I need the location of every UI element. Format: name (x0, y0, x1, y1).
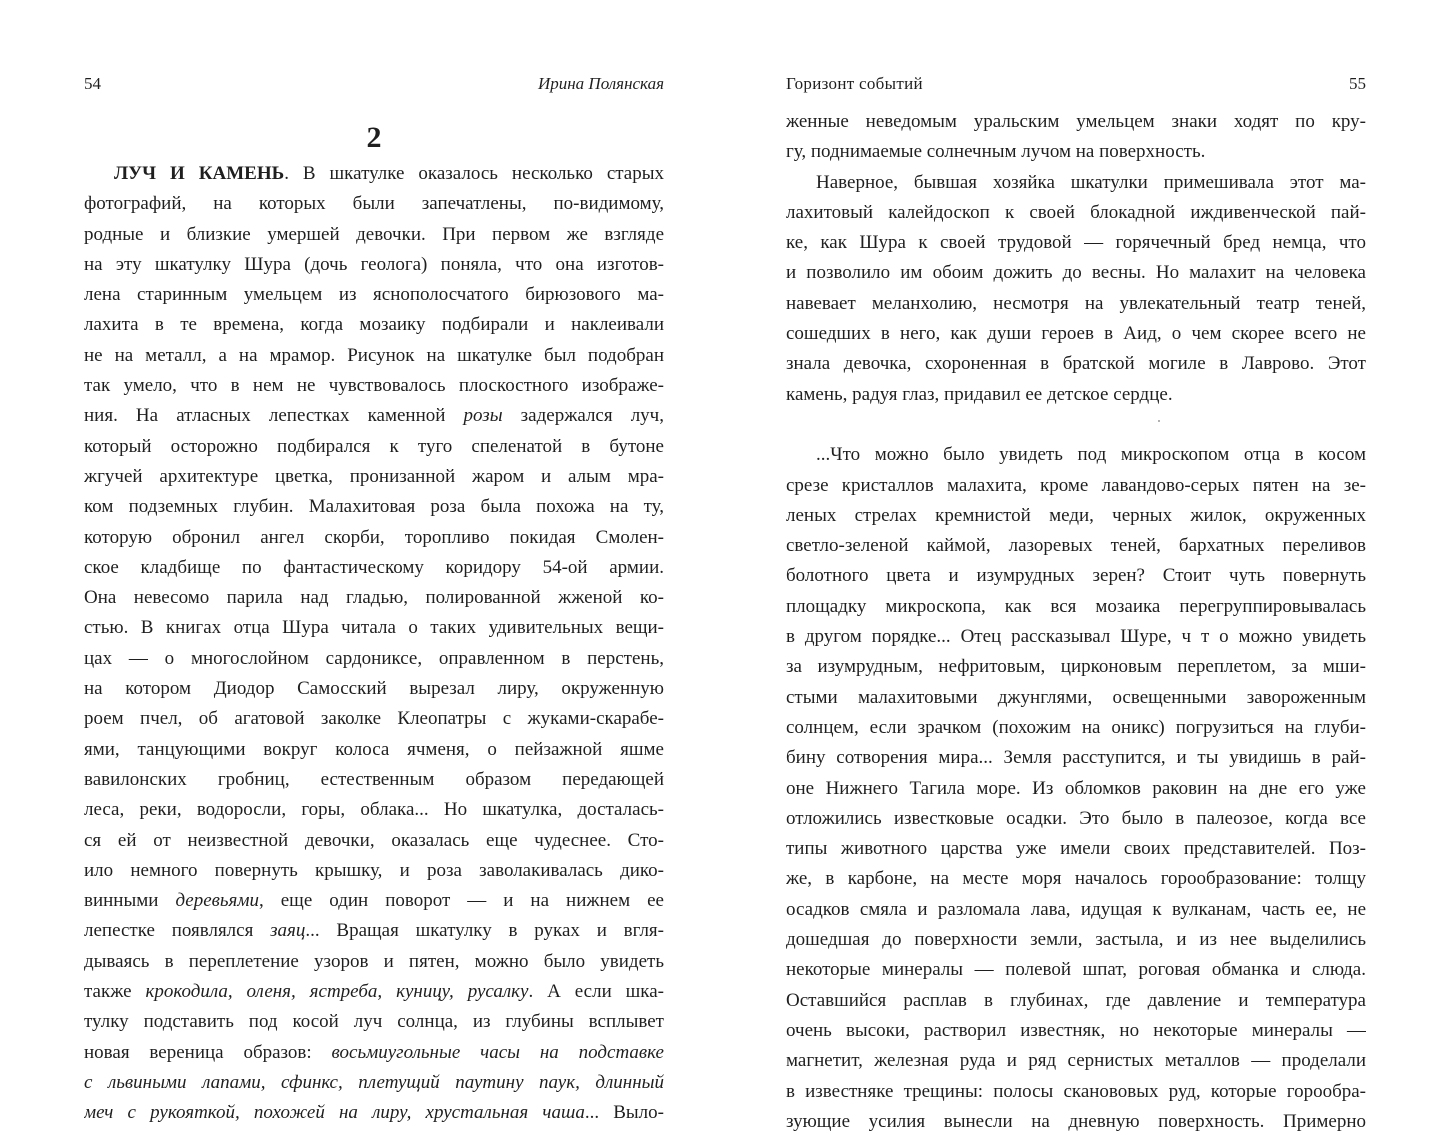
italic-text: заяц (270, 920, 306, 942)
text-run: вавилонских гробниц, естественным образом передающей (84, 768, 664, 790)
text-line (786, 986, 1366, 1016)
text-run: задержался луч, (502, 405, 664, 427)
italic-text: меч с рукояткой, похожей на лиру, хрустальная чаша (84, 1102, 585, 1124)
text-run: можно увидеть (1228, 626, 1366, 648)
text-run: лена старинным умельцем из яснополосчатого бирюзового ма- (84, 284, 664, 306)
text-run: в другом порядке... Отец рассказывал Шуре, (786, 626, 1182, 648)
text-run: камень, радуя глаз, придавил ее детское сердце. (786, 383, 1173, 405)
text-run: зующие усилия вынесли на дневную поверхность. Примерно (786, 1110, 1366, 1132)
text-line (84, 523, 664, 553)
text-run: же, в карбоне, на месте моря началось горообразование: толщу (786, 868, 1366, 890)
text-line (786, 198, 1366, 228)
text-run: светло-зеленой каймой, лазоревых теней, бархатных переливов (786, 535, 1366, 557)
running-head-right (786, 72, 1366, 96)
left-body-text (84, 159, 664, 1129)
text-run: ское кладбище по фантастическому коридору 54-ой армии. (84, 556, 664, 578)
text-run: бину сотворения мира... Земля расступится, и ты увидишь в рай- (786, 747, 1366, 769)
right-body-text (786, 107, 1366, 1137)
text-run: ... Вращая шкатулку в руках и вгля- (305, 920, 664, 942)
text-line (84, 826, 664, 856)
text-line (786, 955, 1366, 985)
text-line (84, 644, 664, 674)
text-line (84, 977, 664, 1007)
running-head-book-title: Горизонт событий (786, 74, 923, 93)
section-lead: ЛУЧ И КАМЕНЬ (114, 163, 285, 184)
text-run: фотографий, на которых были запечатлены, по-видимому, (84, 193, 664, 215)
text-run: ...Что можно было увидеть под микроскопом отца в косом (816, 444, 1366, 466)
text-run: срезе кристаллов малахита, кроме лавандово-серых пятен на зе- (786, 474, 1366, 496)
text-line (84, 674, 664, 704)
text-line (786, 168, 1366, 198)
text-line (786, 652, 1366, 682)
text-run: лахитовый калейдоскоп к своей блокадной иждивенческой пай- (786, 201, 1366, 223)
text-run: . А если шка- (528, 981, 664, 1003)
text-run: тулку подставить под косой луч солнца, из глубины всплывет (84, 1011, 664, 1033)
text-run: леса, реки, водоросли, горы, облака... Но шкатулка, досталась- (84, 799, 664, 821)
text-run: типы животного царства уже имели своих представителей. Поз- (786, 838, 1366, 860)
text-run: ке, как Шура к своей трудовой — горячечный бред немца, что (786, 232, 1366, 254)
text-run: винными (84, 890, 176, 912)
text-run: ком подземных глубин. Малахитовая роза была похожа на ту, (84, 496, 664, 518)
text-run: площадку микроскопа, как вся мозаика перегруппировывалась (786, 595, 1366, 617)
text-line (786, 1077, 1366, 1107)
text-run: Она невесомо парила над гладью, полированной жженой ко- (84, 587, 664, 609)
text-line (786, 440, 1366, 470)
text-line (84, 1098, 664, 1128)
text-run: знала девочка, схороненная в братской могиле в Лаврово. Этот (786, 353, 1366, 375)
text-line (84, 371, 664, 401)
text-line (84, 159, 664, 189)
text-run: ся ей от неизвестной девочки, оказалась еще чудеснее. Сто- (84, 829, 664, 851)
text-run: дошедшая до поверхности земли, застыла, и из нее выделились (786, 929, 1366, 951)
text-run: который осторожно подбирался к туго спеленатой в бутоне (84, 435, 664, 457)
left-page (84, 0, 664, 1124)
text-line (84, 886, 664, 916)
text-run: стью. В книгах отца Шура читала о таких удивительных вещи- (84, 617, 664, 639)
text-line (84, 432, 664, 462)
text-run: на котором Диодор Самосский вырезал лиру, окруженную (84, 678, 664, 700)
spaced-text: ч т о (1181, 626, 1229, 648)
text-line (786, 561, 1366, 591)
text-run: которую обронил ангел скорби, торопливо покидая Смолен- (84, 526, 664, 548)
text-run: также (84, 981, 146, 1003)
text-line (786, 683, 1366, 713)
text-run: и позволило им обоим дожить до весны. Но малахит на человека (786, 262, 1366, 284)
text-run: осадков смяла и разломала лава, идущая к вулканам, часть ее, не (786, 898, 1366, 920)
text-run: болотного цвета и изумрудных зерен? Стоит чуть повернуть (786, 565, 1366, 587)
text-run: Наверное, бывшая хозяйка шкатулки примешивала этот ма- (816, 171, 1366, 193)
text-run: , еще один поворот — и на нижнем ее (259, 890, 664, 912)
text-run: родные и близкие умершей девочки. При первом же взгляде (84, 223, 664, 245)
text-run: отложились известковые осадки. Это было в палеозое, когда все (786, 807, 1366, 829)
text-run: жгучей архитектуре цветка, пронизанной жаром и алым мра- (84, 465, 664, 487)
text-run: на эту шкатулку Шура (дочь геолога) поняла, что она изготов- (84, 253, 664, 275)
text-line (786, 1016, 1366, 1046)
text-line (786, 834, 1366, 864)
text-line (84, 462, 664, 492)
text-line (786, 228, 1366, 258)
text-line (786, 774, 1366, 804)
text-run: женные неведомым уральским умельцем знаки ходят по кру- (786, 111, 1366, 132)
text-line (84, 280, 664, 310)
text-run: оне Нижнего Тагила море. Из обломков раковин на дне его уже (786, 777, 1366, 799)
text-run: дываясь в переплетение узоров и пятен, можно было увидеть (84, 950, 664, 972)
italic-text: восьмиугольные часы на подставке (331, 1041, 664, 1063)
text-line (786, 501, 1366, 531)
text-line (84, 492, 664, 522)
text-run: сошедших в него, как души героев в Аид, о чем скорее всего не (786, 323, 1366, 345)
text-line (84, 553, 664, 583)
text-line (84, 220, 664, 250)
italic-text: розы (463, 405, 503, 427)
text-line (84, 765, 664, 795)
text-run: очень высоки, растворил известняк, но некоторые минералы — (786, 1019, 1366, 1041)
text-line (786, 1046, 1366, 1076)
text-run: гу, поднимаемые солнечным лучом на поверхность. (786, 141, 1206, 163)
text-line (84, 856, 664, 886)
text-line (84, 1068, 664, 1098)
text-line (84, 401, 664, 431)
text-line (84, 613, 664, 643)
text-line (786, 895, 1366, 925)
text-line (84, 947, 664, 977)
text-run: солнцем, если зрачком (похожим на оникс) погрузиться на глуби- (786, 716, 1366, 738)
italic-text: крокодила, оленя, ястреба, куницу, русалку (145, 981, 529, 1003)
text-line (84, 189, 664, 219)
text-run: лепестке появлялся (84, 920, 271, 942)
running-head-left (84, 72, 664, 96)
text-line (84, 341, 664, 371)
text-run: ило немного повернуть крышку, и роза заволакивалась дико- (84, 859, 664, 881)
text-run: цах — о многослойном сардониксе, оправленном в перстень, (84, 647, 664, 669)
chapter-number: 2 (366, 121, 382, 154)
text-line (786, 592, 1366, 622)
text-run: в известняке трещины: полосы сканововых руд, которые горообра- (786, 1080, 1366, 1102)
section-break (786, 410, 1366, 440)
text-line (786, 137, 1366, 167)
text-line (786, 1107, 1366, 1137)
text-run: некоторые минералы — полевой шпат, роговая обманка и слюда. (786, 959, 1366, 981)
text-run: . В шкатулке оказалось несколько старых (284, 163, 664, 184)
text-line (786, 864, 1366, 894)
text-run: леных стрелах кремнистой меди, черных жилок, окруженных (786, 504, 1366, 526)
text-line (786, 258, 1366, 288)
text-line (786, 804, 1366, 834)
text-line (786, 713, 1366, 743)
text-run: так умело, что в нем не чувствовалось плоскостного изображе- (84, 375, 664, 397)
text-run: не на металл, а на мрамор. Рисунок на шкатулке был подобран (84, 344, 664, 366)
text-line (786, 531, 1366, 561)
text-line (786, 622, 1366, 652)
text-run: ... Выло- (584, 1102, 664, 1124)
text-line (786, 107, 1366, 137)
text-line (786, 289, 1366, 319)
text-run: Оставшийся расплав в глубинах, где давление и температура (786, 989, 1366, 1011)
text-line (786, 319, 1366, 349)
text-line (84, 916, 664, 946)
text-run: навевает меланхолию, несмотря на увлекательный театр теней, (786, 292, 1366, 314)
section-break-mark (1158, 420, 1160, 422)
running-head-author: Ирина Полянская (537, 74, 664, 93)
right-page (786, 0, 1366, 1132)
text-line (84, 704, 664, 734)
text-run: роем пчел, об агатовой заколке Клеопатры с жуками-скарабе- (84, 708, 664, 730)
text-line (84, 583, 664, 613)
text-line (84, 1038, 664, 1068)
text-line (84, 250, 664, 280)
text-run: за изумрудным, нефритовым, цирконовым переплетом, за мши- (786, 656, 1366, 678)
text-line (786, 743, 1366, 773)
text-line (84, 1007, 664, 1037)
text-run: ния. На атласных лепестках каменной (84, 405, 464, 427)
text-run: лахита в те времена, когда мозаику подбирали и наклеивали (84, 314, 664, 336)
text-line (84, 735, 664, 765)
text-line (84, 795, 664, 825)
text-run: новая вереница образов: (84, 1041, 332, 1063)
text-run: стыми малахитовыми джунглями, освещенными завороженным (786, 686, 1366, 708)
text-run: ями, танцующими вокруг колоса ячменя, о пейзажной яшме (84, 738, 664, 760)
text-line (786, 349, 1366, 379)
italic-text: деревьями (175, 890, 259, 912)
text-line (786, 471, 1366, 501)
text-run: магнетит, железная руда и ряд сернистых металлов — проделали (786, 1050, 1366, 1072)
italic-text: с львиными лапами, сфинкс, плетущий паутину паук, длинный (84, 1071, 664, 1093)
text-line (786, 925, 1366, 955)
text-line (786, 380, 1366, 410)
text-line (84, 310, 664, 340)
page-number-right: 55 (1349, 74, 1366, 93)
page-number-left: 54 (84, 74, 101, 93)
